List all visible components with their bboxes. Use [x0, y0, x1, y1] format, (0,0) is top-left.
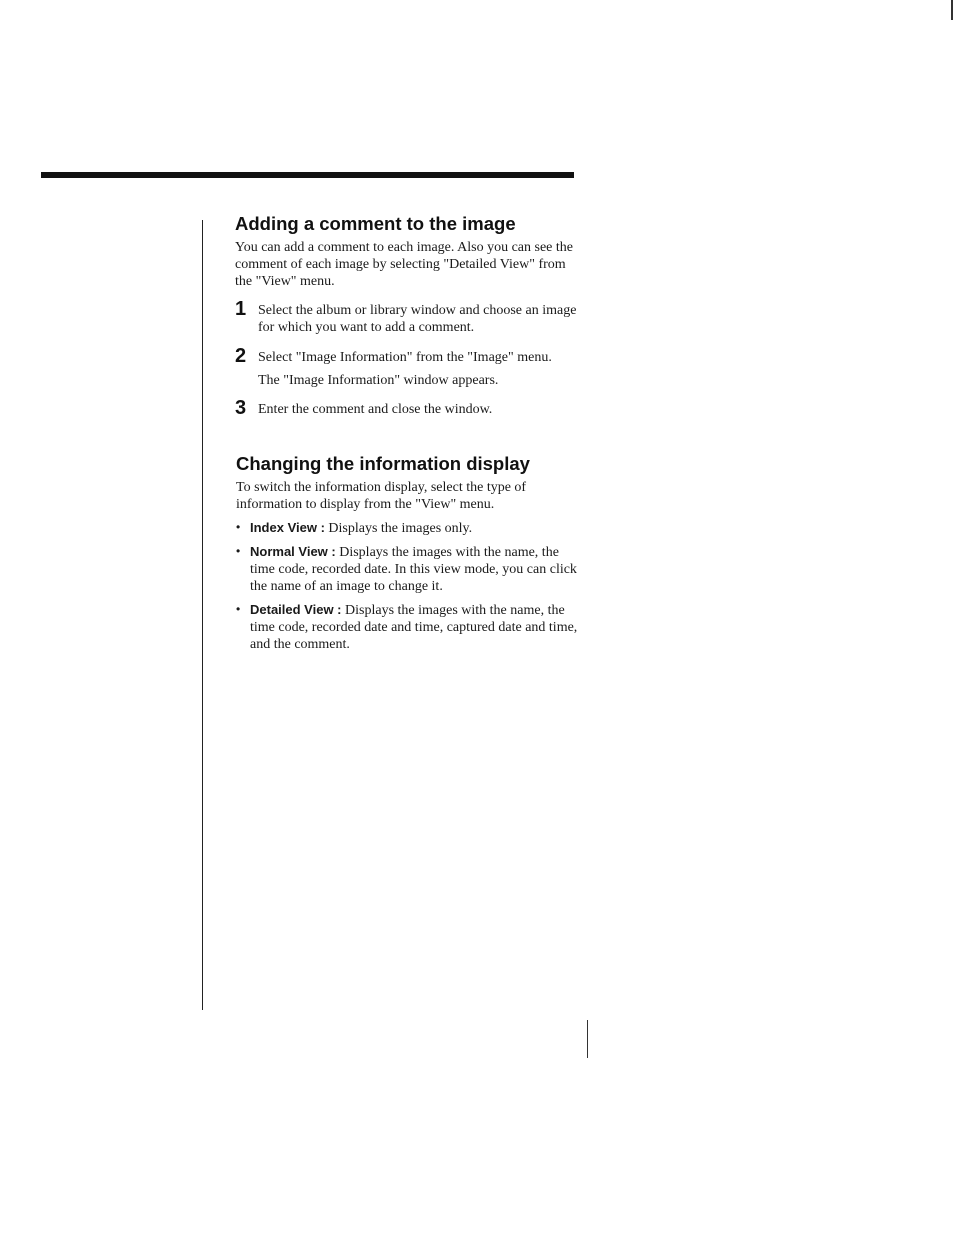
step-1 — [235, 298, 580, 336]
view-mode-list — [235, 519, 580, 653]
section-heading: Adding a comment to the image — [235, 213, 516, 234]
step-text: Select the album or library window and choose an image for which you want to add a comment. — [258, 303, 577, 335]
list-item-desc: Displays the images only. — [324, 521, 473, 536]
section-heading: Changing the information display — [236, 453, 530, 474]
list-item-desc: Displays the images with the name, the time code, recorded date and time, captured date and time, and the comment. — [250, 603, 578, 652]
list-item-term: Index View : — [250, 520, 325, 535]
margin-mark — [587, 1020, 588, 1058]
step-3 — [235, 397, 580, 419]
page-content — [235, 212, 580, 659]
list-item-desc: Displays the images with the name, the time code, recorded date. In this view mode, you can click the name of an image to change it. — [250, 545, 577, 594]
bullet-icon: • — [236, 544, 241, 558]
top-rule — [41, 172, 574, 178]
section-adding-comment — [235, 212, 580, 418]
section-intro: To switch the information display, select the type of information to display from the "View" menu. — [236, 480, 527, 512]
section-information-display — [235, 452, 580, 653]
list-item-term: Normal View : — [250, 544, 336, 559]
step-2 — [235, 345, 580, 389]
step-number: 1 — [235, 298, 247, 320]
left-margin-rule — [202, 220, 203, 1010]
list-item-index-view — [235, 519, 580, 537]
step-note: The "Image Information" window appears. — [258, 373, 499, 388]
step-text: Select "Image Information" from the "Image" menu. — [258, 350, 552, 365]
list-item-term: Detailed View : — [250, 602, 342, 617]
bullet-icon: • — [236, 520, 241, 534]
bullet-icon: • — [236, 602, 241, 616]
step-text: Enter the comment and close the window. — [258, 402, 493, 417]
step-number: 2 — [235, 345, 247, 367]
step-number: 3 — [235, 397, 247, 419]
corner-mark — [951, 0, 953, 20]
section-intro: You can add a comment to each image. Also you can see the comment of each image by selecting "Detailed View" from the "View" menu. — [235, 240, 573, 289]
list-item-detailed-view — [235, 601, 580, 653]
list-item-normal-view — [235, 543, 580, 595]
